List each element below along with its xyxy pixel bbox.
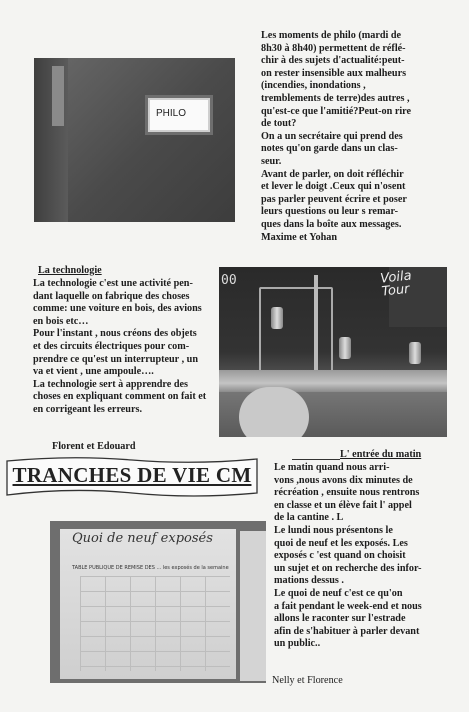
text-line: 8h30 à 8h40) permettent de réflé-	[261, 42, 406, 54]
text-line: va et vient , une ampoule….	[33, 366, 154, 378]
text-line: et lever le doigt .Ceux qui n'osent	[261, 181, 406, 193]
philo-article	[261, 30, 461, 244]
text-line: qu'est-ce que l'amitié?Peut-on rire	[261, 105, 412, 117]
text-line: quoi de neuf et les exposés. Les	[274, 537, 408, 549]
text-line: prendre ce qu'est un interrupteur , un	[33, 353, 198, 365]
machine-part	[339, 337, 351, 359]
text-line: exposés c 'est quand on choisit	[274, 550, 406, 562]
board-photo	[50, 521, 266, 683]
text-line: de la cantine . L	[274, 512, 344, 524]
text-line: en bois etc…	[33, 315, 89, 327]
text-line: on rester insensible aux malheurs	[261, 67, 407, 79]
techno-title: La technologie	[38, 265, 102, 276]
techno-article	[33, 278, 223, 417]
text-line: dant laquelle on fabrique des choses	[33, 290, 190, 302]
photo-mark-left: 00	[221, 273, 237, 288]
text-line: tremblements de terre)des autres ,	[261, 92, 410, 104]
text-line: un public..	[274, 638, 321, 650]
text-line: Le quoi de neuf c'est ce qu'on	[274, 587, 403, 599]
text-line: de tout?	[261, 118, 297, 130]
matin-title: L' entrée du matin	[340, 449, 422, 460]
binder-label	[148, 98, 210, 132]
machine-mast	[314, 275, 318, 370]
text-line: et des circuits électriques pour com-	[33, 340, 190, 352]
text-line: Le lundi nous présentons le	[274, 524, 393, 536]
text-line: Le matin quand nous arri-	[274, 462, 390, 473]
binder-clip	[52, 66, 64, 126]
text-line: Avant de parler, on doit réfléchir	[261, 168, 404, 180]
text-line: chir à des sujets d'actualité:peut-	[261, 55, 405, 67]
machine-part	[409, 342, 421, 364]
text-line: allons le raconter sur l'estrade	[274, 613, 406, 625]
text-line: Maxime et Yohan	[261, 231, 338, 243]
text-line: La technologie c'est une activité pen-	[33, 278, 193, 289]
text-line: Les moments de philo (mardi de	[261, 30, 402, 41]
text-line: choses en expliquant comment on fait et	[33, 391, 207, 403]
board-caption: TABLE PUBLIQUE DE REMISE DES ... les exposés de la semaine	[72, 565, 229, 571]
text-line: comme: une voiture en bois, des avions	[33, 303, 202, 315]
text-line: a fait pendant le week-end et nous	[274, 600, 422, 612]
text-line: seur.	[261, 155, 282, 167]
section-banner	[3, 455, 261, 501]
photo-mark-right: Voila Tour	[379, 268, 413, 300]
technology-photo	[219, 267, 447, 437]
philo-photo	[34, 58, 235, 222]
text-line: vons ,nous avons dix minutes de	[274, 474, 413, 486]
text-line: La technologie sert à apprendre des	[33, 378, 188, 390]
machine-part	[271, 307, 283, 329]
board-heading: Quoi de neuf exposés	[72, 531, 213, 546]
text-line: récréation , ensuite nous rentrons	[274, 487, 420, 499]
text-line: On a un secrétaire qui prend des	[261, 130, 403, 142]
text-line: (incendies, inondations ,	[261, 80, 366, 92]
machine-frame	[259, 287, 333, 376]
text-line: leurs questions ou leur s remar-	[261, 206, 399, 218]
text-line: notes qu'on garde dans un clas-	[261, 143, 398, 155]
matin-title-rule	[292, 459, 340, 460]
matin-article	[274, 462, 464, 651]
workbench-plank	[219, 370, 447, 392]
text-line: Pour l'instant , nous créons des objets	[33, 328, 197, 340]
techno-authors: Florent et Edouard	[52, 441, 136, 452]
board-second-sheet	[240, 531, 266, 681]
banner-title: TRANCHES DE VIE CM	[12, 463, 252, 487]
text-line: ques dans la boîte aux messages.	[261, 218, 402, 230]
text-line: pas parler peuvent écrire et poser	[261, 193, 407, 205]
text-line: en classe et un élève fait l' appel	[274, 499, 412, 511]
binder-label-text: PHILO	[156, 108, 187, 119]
text-line: afin de s'habituer à parler devant	[274, 625, 420, 637]
child-arm	[239, 387, 309, 437]
board-grid	[80, 576, 230, 671]
text-line: mations dessus .	[274, 575, 344, 587]
text-line: un sujet et on recherche des infor-	[274, 562, 422, 574]
text-line: en corrigeant les erreurs.	[33, 403, 143, 415]
matin-authors: Nelly et Florence	[272, 675, 343, 686]
